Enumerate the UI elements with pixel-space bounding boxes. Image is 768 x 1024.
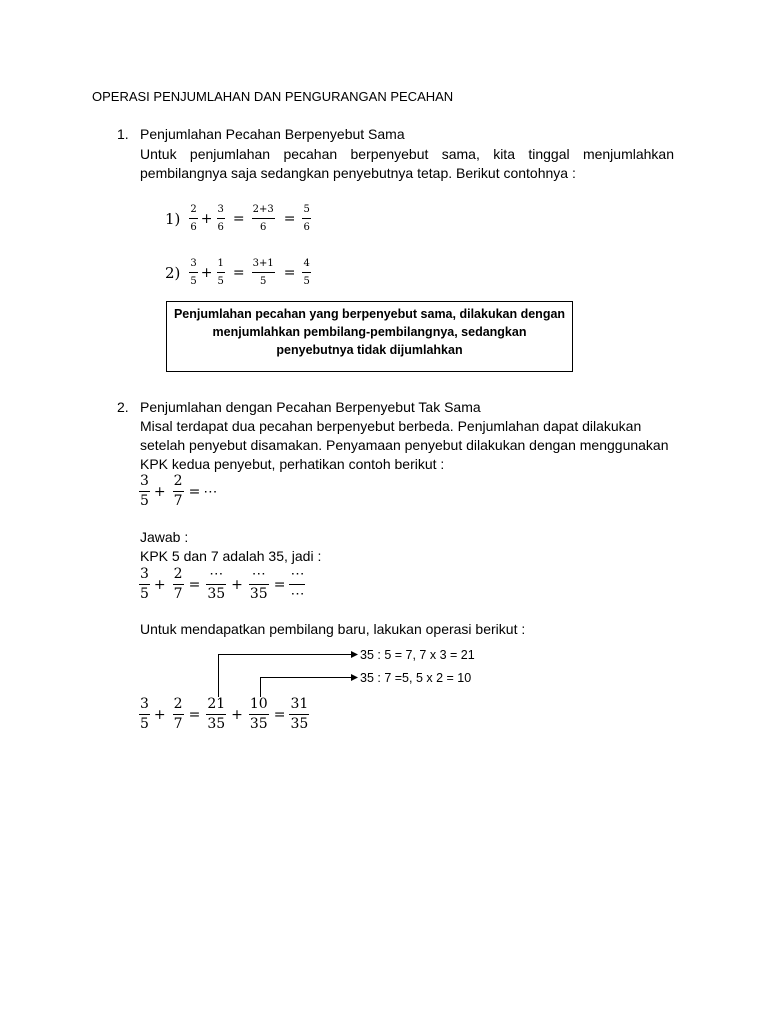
plus-sign: + bbox=[231, 576, 243, 593]
section-2-paragraph-line-1: Misal terdapat dua pecahan berpenyebut berbeda. Penjumlahan dapat dilakukan bbox=[140, 418, 642, 434]
fraction bbox=[252, 258, 275, 287]
rule-box-line-1: Penjumlahan pecahan yang berpenyebut sama, dilakukan dengan bbox=[173, 307, 566, 321]
denominator: ⋯ bbox=[290, 586, 305, 602]
denominator: 5 bbox=[140, 586, 149, 602]
numerator: 3+1 bbox=[252, 258, 275, 273]
fraction bbox=[206, 567, 226, 602]
equals-sign: = bbox=[188, 576, 201, 593]
operation-label-2: 35 : 7 =5, 5 x 2 = 10 bbox=[360, 671, 472, 685]
section-1-paragraph-line-1: Untuk penjumlahan pecahan berpenyebut sama, kita tinggal menjumlahkan bbox=[140, 146, 674, 162]
rule-box-line-2: menjumlahkan pembilang-pembilangnya, sedangkan bbox=[212, 325, 527, 339]
fraction bbox=[189, 204, 197, 233]
denominator: 6 bbox=[259, 222, 267, 233]
arrowhead-1 bbox=[351, 651, 358, 658]
denominator: 35 bbox=[207, 586, 226, 602]
denominator: 5 bbox=[140, 493, 149, 509]
fraction bbox=[139, 567, 150, 602]
denominator: 5 bbox=[303, 276, 310, 287]
denominator: 5 bbox=[190, 276, 197, 287]
section-2-number: 2. bbox=[117, 399, 129, 415]
denominator: 7 bbox=[173, 716, 183, 732]
section-2-heading: Penjumlahan dengan Pecahan Berpenyebut Tak Sama bbox=[140, 399, 481, 415]
instruction-text: Untuk mendapatkan pembilang baru, lakukan operasi berikut : bbox=[140, 621, 526, 637]
document-title: OPERASI PENJUMLAHAN DAN PENGURANGAN PECAHAN bbox=[92, 89, 454, 104]
fraction bbox=[173, 697, 184, 732]
kpk-note: KPK 5 dan 7 adalah 35, jadi : bbox=[140, 548, 322, 564]
arrow-line-2 bbox=[261, 678, 353, 698]
ellipsis-placeholder: ⋯ bbox=[203, 483, 218, 500]
example-label: 1) bbox=[165, 209, 181, 228]
section-1-number: 1. bbox=[117, 126, 129, 142]
arrowhead-2 bbox=[351, 674, 358, 681]
numerator: ⋯ bbox=[289, 567, 305, 585]
fraction bbox=[173, 474, 184, 509]
equals-sign: = bbox=[188, 706, 201, 723]
denominator: 7 bbox=[173, 586, 183, 602]
numerator: 3 bbox=[139, 474, 150, 492]
denominator: 35 bbox=[249, 586, 268, 602]
plus-sign: + bbox=[200, 264, 213, 281]
fraction bbox=[302, 258, 310, 287]
plus-sign: + bbox=[200, 210, 213, 227]
numerator: 1 bbox=[217, 258, 225, 273]
denominator: 7 bbox=[173, 493, 183, 509]
equals-sign: = bbox=[273, 576, 286, 593]
fraction bbox=[249, 567, 269, 602]
numerator: 3 bbox=[139, 567, 150, 585]
numerator: ⋯ bbox=[249, 567, 269, 585]
example-label: 2) bbox=[165, 263, 181, 282]
numerator: 2 bbox=[173, 567, 184, 585]
fraction bbox=[289, 567, 305, 602]
example-2-equation bbox=[165, 258, 311, 287]
numerator: 2+3 bbox=[252, 204, 275, 219]
section-1-paragraph-line-2: pembilangnya saja sedangkan penyebutnya tetap. Berikut contohnya : bbox=[140, 165, 576, 181]
denominator: 6 bbox=[190, 222, 197, 233]
denominator: 5 bbox=[259, 276, 267, 287]
numerator: 5 bbox=[302, 204, 310, 219]
section-2-paragraph-line-2: setelah penyebut disamakan. Penyamaan penyebut dilakukan dengan menggunakan bbox=[140, 437, 669, 453]
fraction bbox=[249, 697, 269, 732]
numerator: ⋯ bbox=[206, 567, 226, 585]
fraction bbox=[206, 697, 226, 732]
equals-sign: = bbox=[232, 264, 245, 281]
equals-sign: = bbox=[232, 210, 245, 227]
rule-box-line-3: penyebutnya tidak dijumlahkan bbox=[276, 343, 463, 357]
equal-denominator-equation bbox=[139, 567, 305, 602]
fraction bbox=[173, 567, 184, 602]
numerator: 2 bbox=[189, 204, 197, 219]
plus-sign: + bbox=[231, 706, 243, 723]
section-1-heading: Penjumlahan Pecahan Berpenyebut Sama bbox=[140, 126, 405, 142]
numerator: 31 bbox=[289, 697, 309, 715]
rule-box bbox=[166, 301, 573, 372]
plus-sign: + bbox=[153, 706, 166, 723]
numerator: 4 bbox=[302, 258, 310, 273]
answer-label: Jawab : bbox=[140, 529, 189, 545]
equals-sign: = bbox=[188, 483, 201, 500]
arrow-line-1 bbox=[219, 655, 353, 698]
denominator: 6 bbox=[217, 222, 224, 233]
equals-sign: = bbox=[273, 706, 286, 723]
denominator: 6 bbox=[303, 222, 310, 233]
numerator: 3 bbox=[189, 258, 197, 273]
denominator: 35 bbox=[290, 716, 309, 732]
result-equation bbox=[139, 697, 309, 732]
fraction bbox=[302, 204, 310, 233]
operation-label-1: 35 : 5 = 7, 7 x 3 = 21 bbox=[360, 648, 475, 662]
fraction bbox=[217, 258, 225, 287]
fraction bbox=[217, 204, 225, 233]
section-2-paragraph-line-3: KPK kedua penyebut, perhatikan contoh berikut : bbox=[140, 456, 445, 472]
fraction bbox=[139, 474, 150, 509]
numerator: 2 bbox=[173, 697, 184, 715]
numerator: 21 bbox=[206, 697, 226, 715]
example-1-equation bbox=[165, 204, 311, 233]
plus-sign: + bbox=[153, 576, 166, 593]
fraction bbox=[252, 204, 275, 233]
fraction bbox=[139, 697, 150, 732]
numerator: 10 bbox=[249, 697, 269, 715]
denominator: 35 bbox=[249, 716, 268, 732]
denominator: 5 bbox=[217, 276, 224, 287]
numerator: 2 bbox=[173, 474, 184, 492]
denominator: 35 bbox=[207, 716, 226, 732]
equals-sign: = bbox=[283, 264, 296, 281]
problem-equation bbox=[139, 474, 217, 509]
numerator: 3 bbox=[139, 697, 150, 715]
denominator: 5 bbox=[140, 716, 149, 732]
plus-sign: + bbox=[153, 483, 166, 500]
fraction bbox=[289, 697, 309, 732]
equals-sign: = bbox=[283, 210, 296, 227]
numerator: 3 bbox=[217, 204, 225, 219]
fraction bbox=[189, 258, 197, 287]
